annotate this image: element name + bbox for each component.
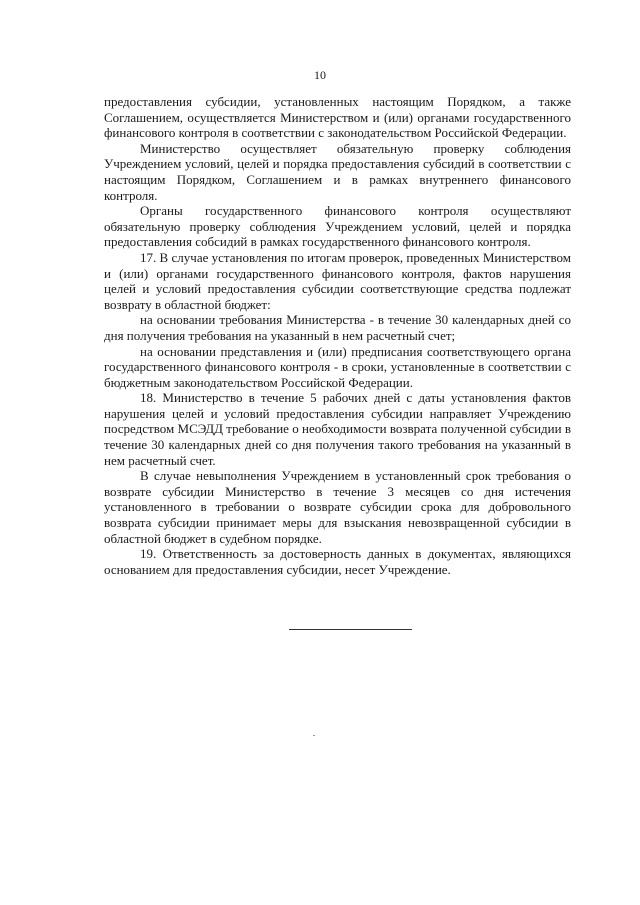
end-separator-line [289,629,412,630]
paragraph-item-17: 17. В случае установления по итогам проверок, проведенных Министерством и (или) органами государственного финансового контроля, фактов нарушения целей и условий предоставления субсидии соответствующие средства подлежат возврату в областной бюджет: [104,249,571,312]
paragraph-control-bodies: Органы государственного финансового контроля осуществляют обязательную проверку соблюдения Учреждением условий, целей и порядка предоставления собсидий в рамках государственного финансового контроля. [104,203,571,250]
paragraph-item-18: 18. Министерство в течение 5 рабочих дней с даты установления фактов нарушения целей и условий предоставления субсидии направляет Учреждению посредством МСЭДД требование о необходимости возврата полученной субсидии в течение 30 календарных дней со дня получения такого требования на указанный в нем расчетный счет. [104,390,571,468]
page-number: 10 [314,68,326,82]
paragraph-item-19: 19. Ответственность за достоверность данных в документах, являющихся основанием для предоставления субсидии, несет Учреждение. [104,546,571,577]
scan-speck [313,735,315,736]
paragraph-item-18-enforcement: В случае невыполнения Учреждением в установленный срок требования о возврате субсидии Министерство в течение 3 месяцев со дня истечения установленного в требовании о возврате субсидии срока для добровольного возврата субсидии принимает меры для взыскания невозвращенной субсидии в областной бюджет в судебном порядке. [104,468,571,546]
paragraph-ministry-check: Министерство осуществляет обязательную проверку соблюдения Учреждением условий, целей и порядка предоставления субсидий в соответствии с настоящим Порядком, Соглашением и в рамках внутреннего финансового контроля. [104,140,571,203]
document-body [104,94,571,577]
paragraph-continuation: предоставления субсидии, установленных настоящим Порядком, а также Соглашением, осуществляется Министерством и (или) органами государственного финансового контроля в соответствии с законодательством Российской Федерации. [104,94,571,141]
paragraph-item-17-ministry-demand: на основании требования Министерства - в течение 30 календарных дней со дня получения требования на указанный в нем расчетный счет; [104,312,571,343]
paragraph-item-17-control-order: на основании представления и (или) предписания соответствующего органа государственного финансового контроля - в сроки, установленные в соответствии с бюджетным законодательством Российской Федерации. [104,343,571,390]
